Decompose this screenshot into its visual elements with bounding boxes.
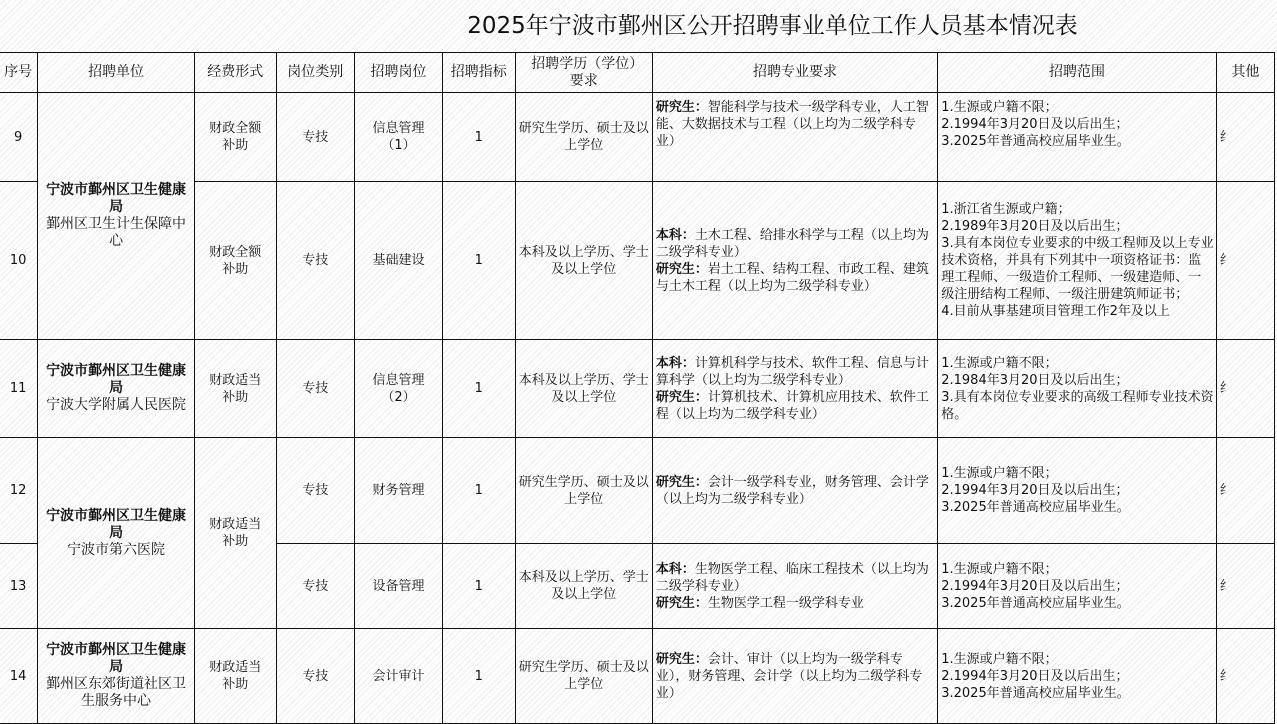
- edu-cell: 本科及以上学历、学士及以上学位: [515, 544, 652, 629]
- category-cell: 专技: [276, 438, 354, 544]
- scope-line: 1.生源或户籍不限；: [941, 561, 1058, 577]
- category-cell: 专技: [276, 544, 354, 629]
- header-cell: 招聘专业要求: [652, 53, 937, 93]
- post-cell: 会计审计: [354, 629, 442, 724]
- major-text: 计算机科学与技术、软件工程、信息与计算科学（以上均为二级学科专业）: [655, 355, 929, 388]
- header-cell: 序号: [0, 53, 38, 93]
- major-text: 会计、审计（以上均为一级学科专业），财务管理、会计学（以上均为二级学科专业）: [655, 651, 923, 701]
- scope-line: 3.2025年普通高校应届毕业生。: [941, 134, 1130, 149]
- scope-line: 3.具有本岗位专业要求的高级工程师专业技术资格。: [941, 389, 1214, 422]
- major-label: 研究生：: [655, 474, 708, 490]
- scope-line: 4.目前从事基建项目管理工作2年及以上: [941, 304, 1170, 319]
- row-no: 10: [0, 182, 38, 340]
- table-row: [0, 629, 1275, 724]
- quota-cell: 1: [443, 182, 516, 340]
- scope-line: 2.1994年3月20日及以后出生；: [941, 578, 1129, 594]
- header-cell: 经费形式: [194, 53, 276, 93]
- scope-line: 1.生源或户籍不限；: [941, 651, 1058, 667]
- extra-cell: 纟: [1216, 340, 1274, 438]
- scope-line: 2.1994年3月20日及以后出生；: [941, 668, 1129, 684]
- unit-sub: 宁波市第六医院: [67, 541, 166, 558]
- unit-cell: [38, 438, 195, 629]
- unit-main: 宁波市鄞州区卫生健康局: [46, 507, 187, 541]
- scope-line: 2.1984年3月20日及以后出生；: [941, 372, 1129, 388]
- extra-cell: 纟: [1216, 438, 1274, 544]
- major-text: 计算机技术、计算机应用技术、软件工程（以上均为二级学科专业）: [655, 389, 929, 422]
- table-row: [0, 340, 1275, 438]
- edu-cell: 本科及以上学历、学士及以上学位: [515, 182, 652, 340]
- scope-line: 1.生源或户籍不限；: [941, 466, 1058, 481]
- scope-line: 2.1994年3月20日及以后出生；: [941, 483, 1129, 498]
- header-cell: 岗位类别: [276, 53, 354, 93]
- scope-cell: [938, 438, 1216, 544]
- header-row: [0, 53, 1275, 93]
- scope-line: 2.1994年3月20日及以后出生；: [941, 117, 1129, 132]
- funding-cell: 财政全额补助: [194, 93, 276, 182]
- funding-cell: 财政全额补助: [194, 182, 276, 340]
- post-cell: 信息管理（2）: [354, 340, 442, 438]
- major-label: 研究生：: [655, 389, 708, 405]
- scope-cell: [938, 544, 1216, 629]
- major-label: 研究生：: [655, 100, 708, 115]
- funding-cell: 财政适当补助: [194, 629, 276, 724]
- edu-cell: 研究生学历、硕士及以上学位: [515, 438, 652, 544]
- major-cell: [652, 340, 937, 438]
- quota-cell: 1: [443, 340, 516, 438]
- table-row: [0, 438, 1275, 544]
- header-cell: 招聘范围: [938, 53, 1216, 93]
- unit-sub: 宁波大学附属人民医院: [46, 397, 187, 413]
- quota-cell: 1: [443, 438, 516, 544]
- major-cell: [652, 544, 937, 629]
- post-cell: 基础建设: [354, 182, 442, 340]
- major-cell: [652, 182, 937, 340]
- scope-cell: [938, 182, 1216, 340]
- post-cell: 财务管理: [354, 438, 442, 544]
- scope-line: 3.2025年普通高校应届毕业生。: [941, 685, 1130, 701]
- scope-line: 1.浙江省生源或户籍；: [941, 202, 1071, 217]
- major-cell: [652, 93, 937, 182]
- quota-cell: 1: [443, 629, 516, 724]
- recruitment-table: [0, 52, 1275, 724]
- funding-cell: 财政适当补助: [194, 438, 276, 629]
- category-cell: 专技: [276, 93, 354, 182]
- funding-cell: 财政适当补助: [194, 340, 276, 438]
- edu-cell: 研究生学历、硕士及以上学位: [515, 93, 652, 182]
- major-text: 岩土工程、结构工程、市政工程、建筑与土木工程（以上均为二级学科专业）: [655, 261, 929, 294]
- unit-cell: [38, 629, 195, 724]
- header-cell: 招聘指标: [443, 53, 516, 93]
- major-label: 研究生：: [655, 651, 708, 667]
- category-cell: 专技: [276, 340, 354, 438]
- major-label: 本科：: [655, 561, 695, 577]
- major-label: 研究生：: [655, 595, 708, 611]
- scope-line: 3.2025年普通高校应届毕业生。: [941, 595, 1130, 611]
- unit-main: 宁波市鄞州区卫生健康局: [46, 182, 187, 215]
- unit-sub: 鄞州区卫生计生保障中心: [46, 216, 187, 249]
- post-cell: 信息管理（1）: [354, 93, 442, 182]
- quota-cell: 1: [443, 93, 516, 182]
- scope-cell: [938, 629, 1216, 724]
- unit-main: 宁波市鄞州区卫生健康局: [46, 363, 187, 396]
- extra-cell: 纟: [1216, 544, 1274, 629]
- row-no: 14: [0, 629, 38, 724]
- major-label: 本科：: [655, 355, 695, 371]
- scope-line: 3.2025年普通高校应届毕业生。: [941, 500, 1130, 515]
- header-cell: 其他: [1216, 53, 1274, 93]
- category-cell: 专技: [276, 182, 354, 340]
- unit-main: 宁波市鄞州区卫生健康局: [46, 642, 187, 675]
- extra-cell: 纟: [1216, 93, 1274, 182]
- major-text: 生物医学工程一级学科专业: [707, 595, 864, 611]
- major-text: 智能科学与技术一级学科专业，人工智能、大数据技术与工程（以上均为二级学科专业）: [655, 100, 929, 149]
- page-title: 2025年宁波市鄞州区公开招聘事业单位工作人员基本情况表: [467, 13, 1078, 39]
- header-cell: 招聘岗位: [354, 53, 442, 93]
- scope-line: 1.生源或户籍不限；: [941, 100, 1058, 115]
- unit-cell: [38, 340, 195, 438]
- major-cell: [652, 438, 937, 544]
- row-no: 12: [0, 438, 38, 544]
- major-label: 研究生：: [655, 261, 708, 277]
- major-text: 土木工程、给排水科学与工程（以上均为二级学科专业）: [655, 227, 929, 260]
- header-cell: 招聘单位: [38, 53, 195, 93]
- row-no: 9: [0, 93, 38, 182]
- scope-line: 3.具有本岗位专业要求的中级工程师及以上专业技术资格，并具有下列其中一项资格证书：监理工程师、一级造价工程师、一级建造师、一级注册结构工程师、一级注册建筑师证书；: [941, 236, 1214, 302]
- unit-sub: 鄞州区东郊街道社区卫生服务中心: [46, 676, 187, 709]
- unit-cell: [38, 93, 195, 340]
- table-row: [0, 93, 1275, 182]
- extra-cell: 纟: [1216, 629, 1274, 724]
- major-text: 会计一级学科专业，财务管理、会计学（以上均为二级学科专业）: [655, 474, 929, 507]
- quota-cell: 1: [443, 544, 516, 629]
- header-cell: 招聘学历（学位）要求: [515, 53, 652, 93]
- extra-cell: 纟: [1216, 182, 1274, 340]
- scope-line: 1.生源或户籍不限；: [941, 355, 1058, 371]
- major-cell: [652, 629, 937, 724]
- post-cell: 设备管理: [354, 544, 442, 629]
- row-no: 11: [0, 340, 38, 438]
- edu-cell: 本科及以上学历、学士及以上学位: [515, 340, 652, 438]
- major-label: 本科：: [655, 227, 695, 243]
- row-no: 13: [0, 544, 38, 629]
- scope-cell: [938, 340, 1216, 438]
- scope-cell: [938, 93, 1216, 182]
- scope-line: 2.1989年3月20日及以后出生；: [941, 219, 1129, 234]
- edu-cell: 研究生学历、硕士及以上学位: [515, 629, 652, 724]
- category-cell: 专技: [276, 629, 354, 724]
- major-text: 生物医学工程、临床工程技术（以上均为二级学科专业）: [655, 561, 929, 594]
